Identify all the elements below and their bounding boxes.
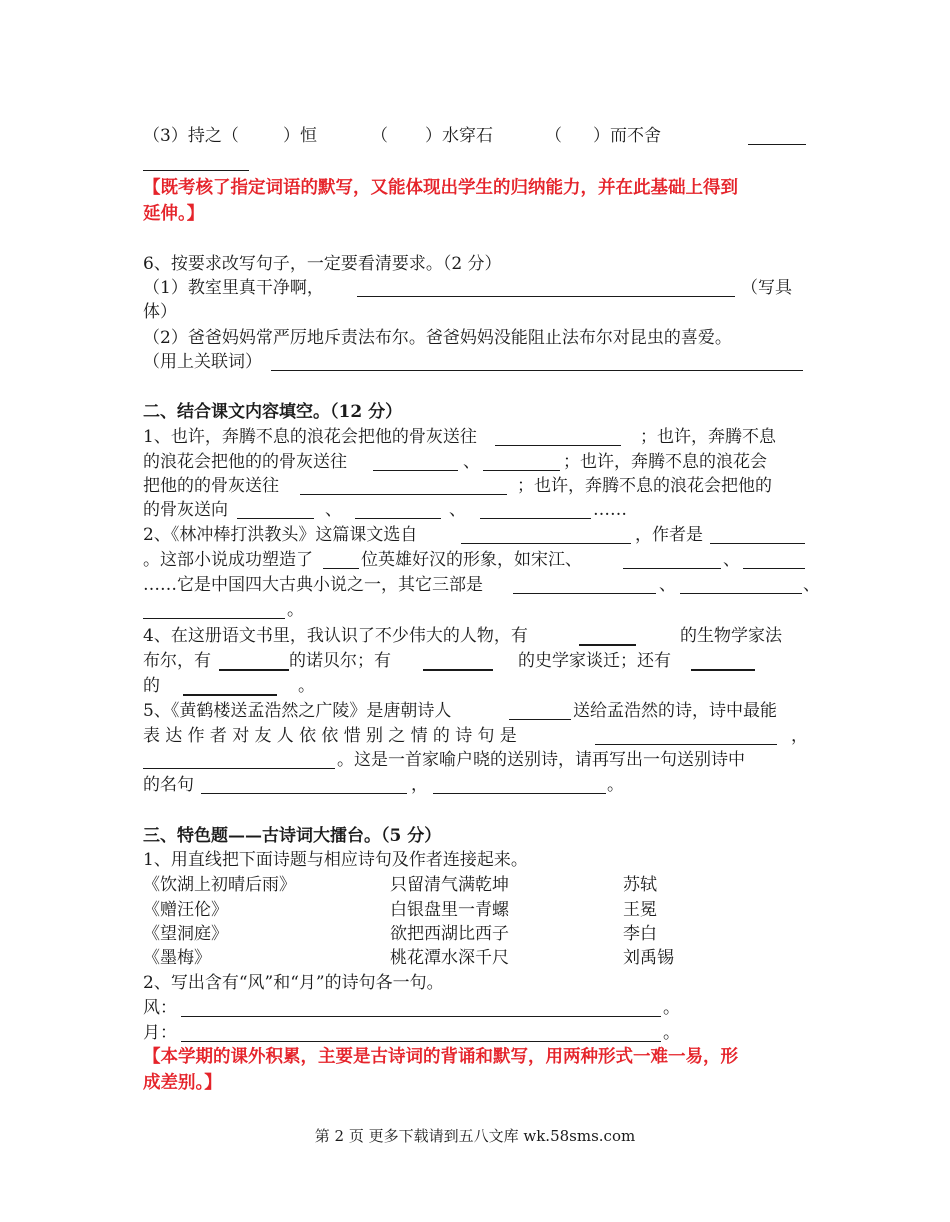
fill-line: ……它是中国四大古典小说之一，其它三部是 、 、	[143, 575, 820, 595]
poem-verse: 只留清气满乾坤	[390, 875, 509, 895]
fill-line: 2、《林冲棒打洪教头》这篇课文选自 ，作者是	[143, 523, 808, 548]
question-6-item-1: （1）教室里真干净啊， （写具	[143, 278, 792, 298]
poem-title: 《赠汪伦》	[143, 900, 228, 920]
section-3-q2: 2、写出含有“风”和“月”的诗句各一句。	[143, 973, 444, 993]
poem-verse: 欲把西湖比西子	[390, 924, 509, 944]
poem-verse: 白银盘里一青螺	[390, 900, 509, 920]
fill-line: 布尔，有 的诺贝尔；有 的史学家谈迁；还有	[143, 649, 808, 674]
answer-blank	[748, 126, 806, 145]
answer-blank	[143, 152, 249, 171]
fill-line: 把他的的骨灰送往 ；也许，奔腾不息的浪花会把他的	[143, 476, 772, 496]
fill-line: 的 。	[143, 676, 315, 696]
fill-line: 4、在这册语文书里，我认识了不少伟大的人物，有 的生物学家法	[143, 626, 782, 646]
fill-line: 的名句 ， 。	[143, 775, 624, 795]
fill-line: 。这部小说成功塑造了 位英雄好汉的形象，如宋江、 、	[143, 548, 808, 573]
section-2-title: 二、结合课文内容填空。（12 分）	[143, 402, 403, 422]
yue-line: 月： 。	[143, 1023, 680, 1043]
poem-verse: 桃花潭水深千尺	[390, 948, 509, 968]
poem-author: 苏轼	[623, 875, 657, 895]
feng-line: 风： 。	[143, 998, 680, 1018]
teacher-note: 【本学期的课外积累，主要是古诗词的背诵和默写，用两种形式一难一易，形	[143, 1047, 738, 1067]
document-page: （3）持之（ ）恒 （ ）水穿石 （ ）而不舍 【既考核了指定词语的默写，又能体现出学生的归纳能力，并在此基础上得到 延伸。】 6、按要求改写句子，一定要看清要求。（2 分） （1）教室里真干净啊， （写具 体） （2）爸爸妈妈常严厉地斥责法布尔。爸爸妈妈没能阻止法布尔对昆虫的喜爱。 （用上关联词） 二、结合课文内容填空。（12 分） 1、也许，奔腾不息的浪花会把他的骨灰送往 ；也许，奔腾不息 的浪花会把他的的骨灰送往 、 ；也许，奔腾不息的浪花会 把他的的骨灰送往 ；也许，奔腾不息的浪花会把他的 的骨灰送向 、 、 …… 2、《林冲棒打洪教头》这篇课文选自 ，作者是 。这部小说成功塑造了 位英雄好汉的形象，如宋江、 、 ……它是中国四大古典小说之一，其它三部是 、 、 。 4、在这册语文书里，我认识了不少伟大的人物，有 的生物学家法 布尔，有 的诺贝尔；有 的史学家谈迁；还有 的 。 5、《黄鹤楼送孟浩然之广陵》是唐朝诗人 送给孟浩然的诗，诗中最能 表达作者对友人依依惜别之情的诗句是 ， 。这是一首家喻户晓的送别诗，请再写出一句送别诗中 的名句 ， 。 三、特色题——古诗词大擂台。（5 分） 1、用直线把下面诗题与相应诗句及作者连接起来。 《饮湖上初晴后雨》 只留清气满乾坤 苏轼 《赠汪伦》 白银盘里一青螺 王冕 《望洞庭》 欲把西湖比西子 李白 《墨梅》 桃花潭水深千尺 刘禹锡 2、写出含有“风”和“月”的诗句各一句。 风： 。 月： 。 【本学期的课外积累，主要是古诗词的背诵和默写，用两种形式一难一易，形 成差别。】 第 2 页 更多下载请到五八文库 wk.58sms.com	[0, 0, 950, 1222]
answer-blank	[271, 352, 803, 371]
fill-line: 1、也许，奔腾不息的浪花会把他的骨灰送往 ；也许，奔腾不息	[143, 427, 776, 447]
page-footer: 第 2 页 更多下载请到五八文库 wk.58sms.com	[314, 1127, 636, 1145]
question-6-item-2: （2）爸爸妈妈常严厉地斥责法布尔。爸爸妈妈没能阻止法布尔对昆虫的喜爱。	[143, 328, 732, 348]
poem-title: 《望洞庭》	[143, 924, 228, 944]
section-3-title: 三、特色题——古诗词大擂台。（5 分）	[143, 826, 442, 846]
poem-title: 《饮湖上初晴后雨》	[143, 875, 296, 895]
poem-author: 李白	[623, 924, 657, 944]
poem-title: 《墨梅》	[143, 948, 211, 968]
teacher-note: 【既考核了指定词语的默写，又能体现出学生的归纳能力，并在此基础上得到	[143, 178, 738, 198]
poem-author: 王冕	[623, 900, 657, 920]
answer-blank	[357, 278, 735, 297]
fill-line: 的浪花会把他的的骨灰送往 、 ；也许，奔腾不息的浪花会	[143, 452, 767, 472]
teacher-note: 延伸。】	[143, 204, 205, 224]
fill-line: 5、《黄鹤楼送孟浩然之广陵》是唐朝诗人 送给孟浩然的诗，诗中最能	[143, 701, 777, 721]
question-6-item-2-answer: （用上关联词）	[143, 350, 808, 375]
question-6-title: 6、按要求改写句子，一定要看清要求。（2 分）	[143, 254, 502, 274]
fill-line: 的骨灰送向 、 、 ……	[143, 500, 627, 520]
section-3-q1: 1、用直线把下面诗题与相应诗句及作者连接起来。	[143, 850, 528, 870]
teacher-note: 成差别。】	[143, 1073, 222, 1093]
poem-author: 刘禹锡	[623, 948, 674, 968]
